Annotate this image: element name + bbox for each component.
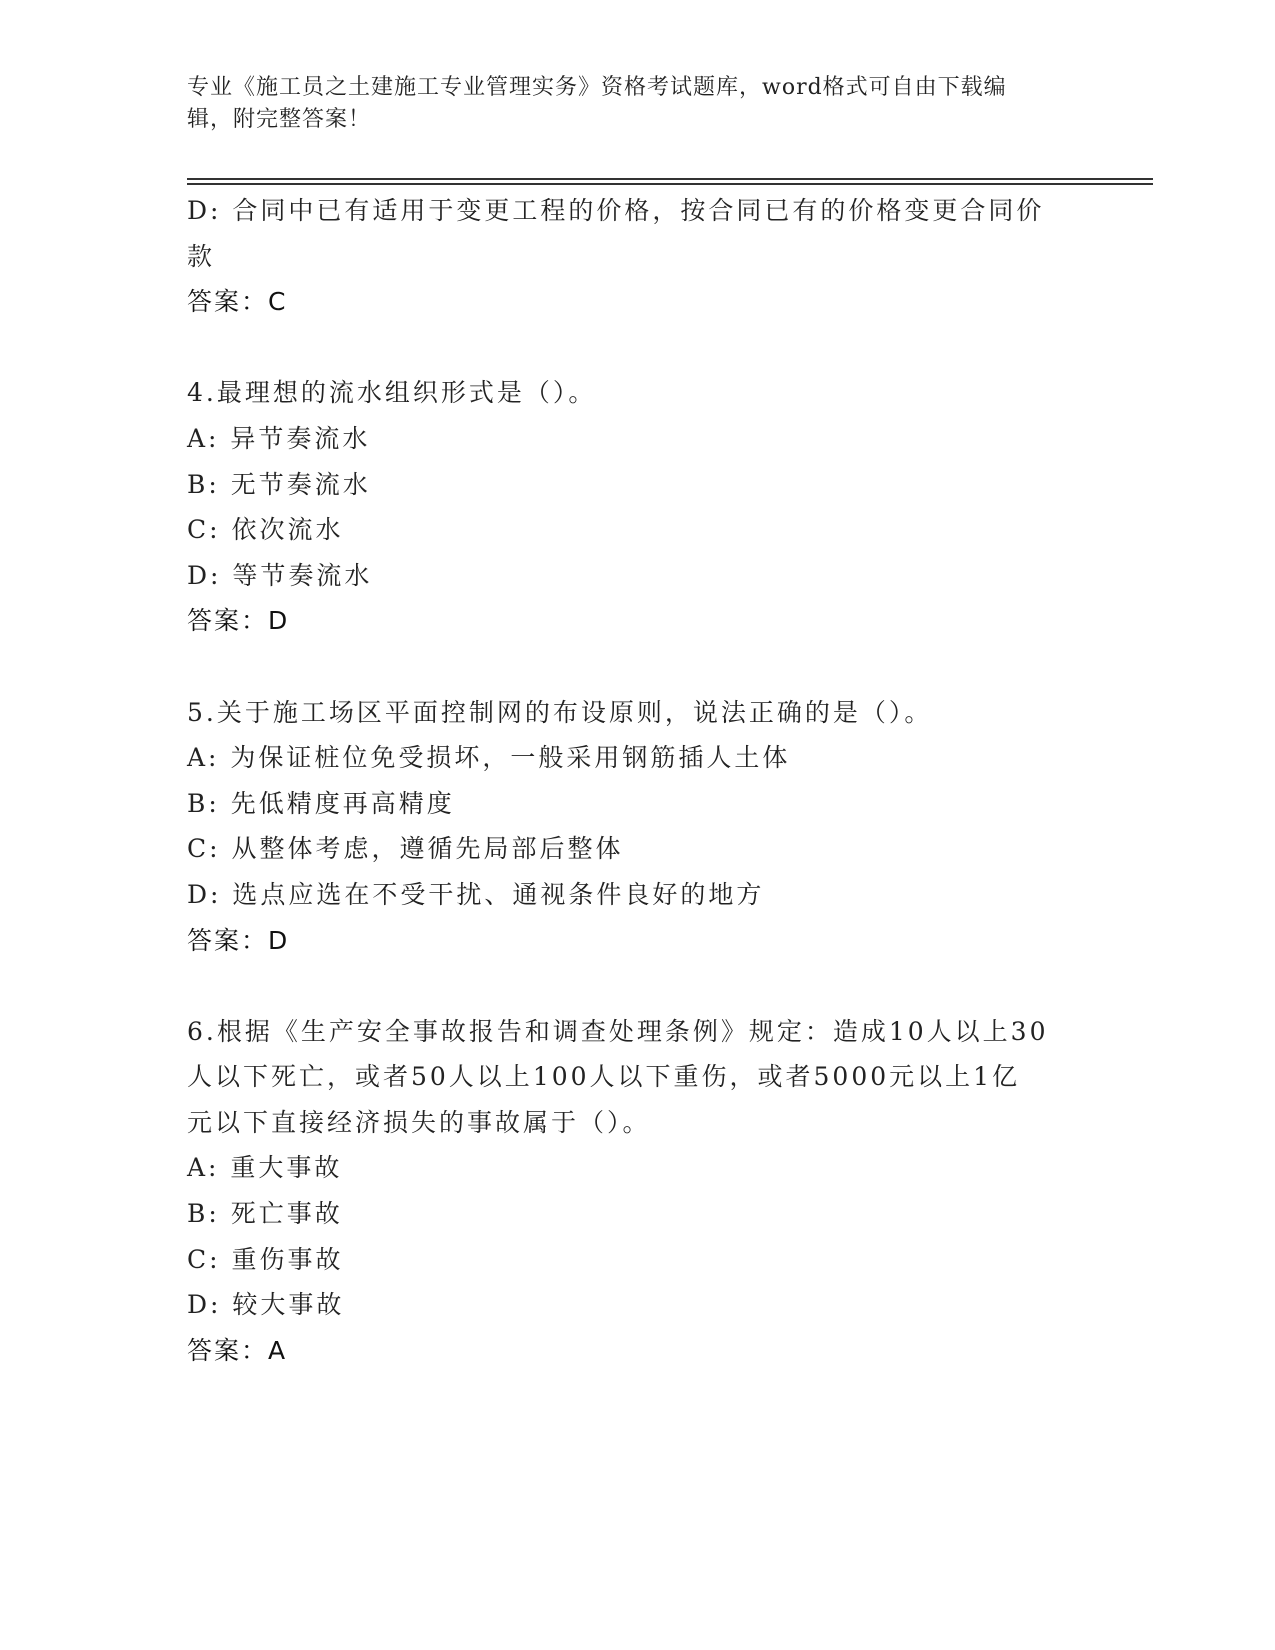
option-d: D: 选点应选在不受干扰、通视条件良好的地方 [187,879,765,909]
spacer [187,963,1087,1009]
question-stem-continued: 人以下死亡，或者50人以上100人以下重伤，或者5000元以上1亿 [187,1062,1021,1092]
question-stem: 6.根据《生产安全事故报告和调查处理条例》规定：造成10人以上30 [187,1016,1049,1046]
option-a: A: 重大事故 [187,1153,343,1183]
question-6 [187,1009,1087,1374]
header-line-2: 辑，附完整答案！ [187,107,372,132]
spacer [187,325,1087,371]
header-divider-bottom [187,183,1153,185]
header-line-1: 专业《施工员之土建施工专业管理实务》资格考试题库，word格式可自由下载编 [187,75,1007,100]
answer-line: 答案：C [187,287,288,317]
document-header [187,72,1087,136]
option-b: B: 无节奏流水 [187,469,371,499]
answer-line: 答案：D [187,925,290,955]
question-stem-continued: 元以下直接经济损失的事故属于（）。 [187,1107,651,1137]
header-divider-top [187,178,1153,180]
answer-line: 答案：D [187,606,290,636]
answer-line: 答案：A [187,1335,288,1365]
option-b: B: 先低精度再高精度 [187,788,455,818]
option-b: B: 死亡事故 [187,1199,343,1229]
option-d-continued: 款 [187,241,216,271]
question-stem: 5.关于施工场区平面控制网的布设原则，说法正确的是（）。 [187,697,933,727]
question-content [187,188,1087,1373]
question-stem: 4.最理想的流水组织形式是（）。 [187,378,597,408]
option-d: D: 较大事故 [187,1290,345,1320]
previous-question-tail [187,188,1087,325]
option-c: C: 重伤事故 [187,1244,344,1274]
option-c: C: 依次流水 [187,515,344,545]
option-d: D: 合同中已有适用于变更工程的价格，按合同已有的价格变更合同价 [187,196,1045,225]
option-a: A: 为保证桩位免受损坏，一般采用钢筋插人土体 [187,743,791,773]
spacer [187,644,1087,690]
option-d: D: 等节奏流水 [187,560,373,590]
option-a: A: 异节奏流水 [187,423,371,453]
question-5 [187,690,1087,964]
option-c: C: 从整体考虑，遵循先局部后整体 [187,834,624,864]
question-4 [187,370,1087,644]
